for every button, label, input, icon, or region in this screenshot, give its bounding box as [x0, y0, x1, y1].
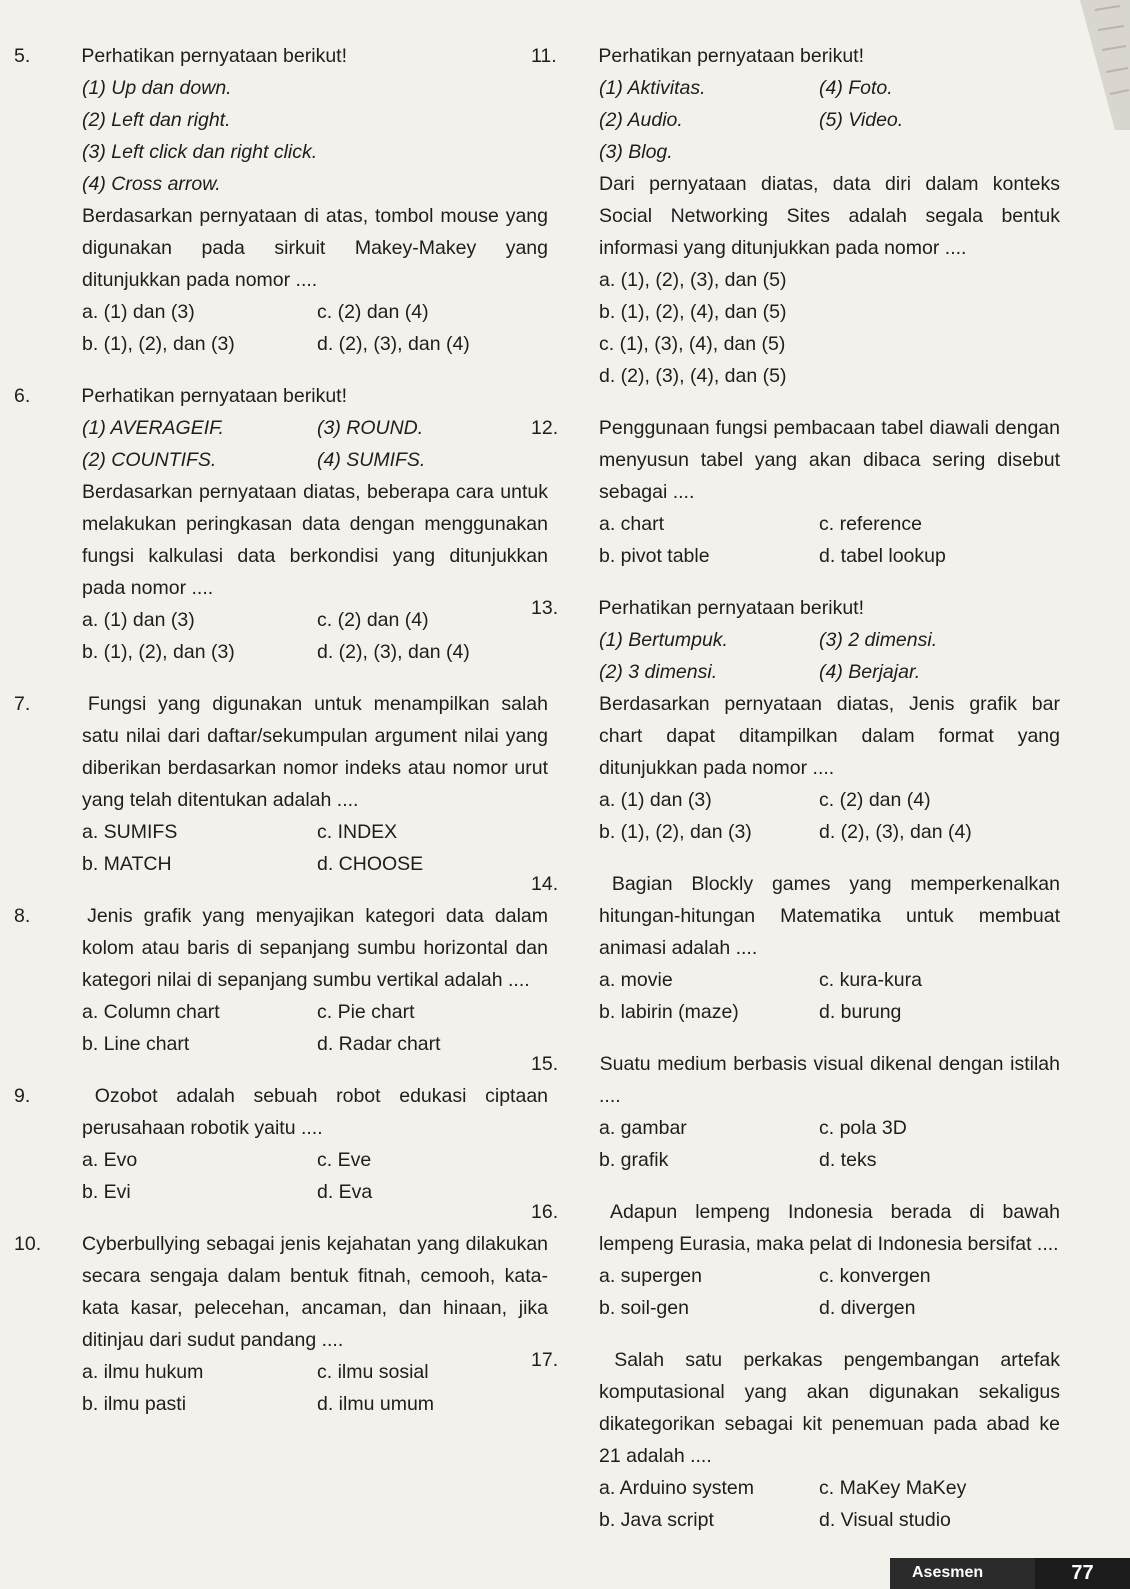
option-a[interactable]: a. supergen [599, 1265, 702, 1287]
statement-list [565, 72, 1060, 168]
question-number: 15. [531, 1053, 559, 1075]
option-c[interactable]: c. pola 3D [819, 1117, 907, 1139]
question-intro: Perhatikan pernyataan berikut! [81, 45, 348, 67]
question-intro: Perhatikan pernyataan berikut! [598, 597, 865, 619]
answer-options [48, 1144, 548, 1208]
option-a[interactable]: a. chart [599, 513, 665, 535]
option-c[interactable]: c. Pie chart [317, 1001, 415, 1023]
option-d[interactable]: d. divergen [819, 1297, 916, 1319]
page-number: 77 [1035, 1558, 1130, 1589]
statement-item: (3) ROUND. [317, 417, 424, 439]
question-number: 14. [531, 873, 559, 895]
option-d[interactable]: d. (2), (3), (4), dan (5) [599, 365, 787, 387]
answer-options [565, 1472, 1060, 1536]
option-d[interactable]: d. ilmu umum [317, 1393, 435, 1415]
option-a[interactable]: a. (1) dan (3) [599, 789, 712, 811]
question-stem: Berdasarkan pernyataan diatas, beberapa cara untuk melakukan peringkasan data dengan menggunakan fungsi kalkulasi data berkondisi yang ditunjukkan pada nomor .... [82, 481, 548, 599]
question-11 [531, 40, 1060, 392]
option-a[interactable]: a. Evo [82, 1149, 138, 1171]
option-b[interactable]: b. Evi [82, 1181, 131, 1203]
statement-item: (5) Video. [819, 109, 904, 131]
answer-options [565, 1260, 1060, 1324]
question-number: 16. [531, 1201, 559, 1223]
option-b[interactable]: b. (1), (2), dan (3) [82, 333, 235, 355]
option-b[interactable]: b. Line chart [82, 1033, 190, 1055]
question-12 [531, 412, 1060, 572]
page-corner-decoration [1060, 0, 1130, 130]
question-number: 17. [531, 1349, 559, 1371]
statement-list [48, 72, 548, 200]
answer-options [565, 508, 1060, 572]
page-footer [890, 1558, 1130, 1589]
right-column [531, 40, 1060, 1556]
option-d[interactable]: d. teks [819, 1149, 877, 1171]
question-14 [531, 868, 1060, 1028]
question-16 [531, 1196, 1060, 1324]
option-c[interactable]: c. (1), (3), (4), dan (5) [599, 333, 786, 355]
option-c[interactable]: c. konvergen [819, 1265, 931, 1287]
statement-item: (1) AVERAGEIF. [82, 417, 224, 439]
statement-item: (2) Audio. [599, 109, 683, 131]
statement-item: (3) 2 dimensi. [819, 629, 938, 651]
option-c[interactable]: c. kura-kura [819, 969, 922, 991]
question-stem: Adapun lempeng Indonesia berada di bawah lempeng Eurasia, maka pelat di Indonesia bersifat .... [599, 1201, 1060, 1255]
left-column [14, 40, 549, 1440]
option-c[interactable]: c. Eve [317, 1149, 372, 1171]
statement-item: (2) 3 dimensi. [599, 661, 718, 683]
question-8 [14, 900, 548, 1060]
answer-options [48, 996, 548, 1060]
option-d[interactable]: d. Eva [317, 1181, 373, 1203]
question-stem: Dari pernyataan diatas, data diri dalam konteks Social Networking Sites adalah segala bentuk informasi yang ditunjukkan pada nomor .... [599, 173, 1060, 259]
option-a[interactable]: a. (1) dan (3) [82, 301, 195, 323]
question-stem: Cyberbullying sebagai jenis kejahatan yang dilakukan secara sengaja dalam bentuk fitnah, cemooh, kata-kata kasar, pelecehan, ancaman, dan hinaan, jika ditinjau dari sudut pandang .... [82, 1233, 549, 1351]
question-7 [14, 688, 548, 880]
question-10 [14, 1228, 549, 1420]
option-a[interactable]: a. Arduino system [599, 1477, 754, 1499]
question-stem: Suatu medium berbasis visual dikenal dengan istilah .... [599, 1053, 1060, 1107]
question-number: 7. [14, 693, 31, 715]
option-c[interactable]: c. (2) dan (4) [819, 789, 931, 811]
answer-options [48, 1356, 548, 1420]
statement-item: (2) COUNTIFS. [82, 449, 217, 471]
statement-item: (3) Left click dan right click. [82, 141, 318, 163]
question-17 [531, 1344, 1060, 1536]
answer-options [48, 604, 548, 668]
option-b[interactable]: b. pivot table [599, 545, 710, 567]
option-d[interactable]: d. burung [819, 1001, 902, 1023]
question-number: 6. [14, 385, 31, 407]
option-c[interactable]: c. MaKey MaKey [819, 1477, 967, 1499]
statement-item: (1) Bertumpuk. [599, 629, 728, 651]
statement-list [48, 412, 548, 476]
question-stem: Jenis grafik yang menyajikan kategori data dalam kolom atau baris di sepanjang sumbu horizontal dan kategori nilai di sepanjang sumbu vertikal adalah .... [82, 905, 548, 991]
question-stem: Penggunaan fungsi pembacaan tabel diawali dengan menyusun tabel yang akan dibaca sering disebut sebagai .... [598, 417, 1060, 503]
option-c[interactable]: c. INDEX [317, 821, 398, 843]
option-d[interactable]: d. tabel lookup [819, 545, 946, 567]
question-15 [531, 1048, 1060, 1176]
statement-item: (2) Left dan right. [82, 109, 231, 131]
option-a[interactable]: a. (1), (2), (3), dan (5) [599, 269, 787, 291]
statement-item: (4) Foto. [819, 77, 893, 99]
option-c[interactable]: c. ilmu sosial [317, 1361, 429, 1383]
option-d[interactable]: d. CHOOSE [317, 853, 424, 875]
question-number: 9. [14, 1085, 31, 1107]
question-6 [14, 380, 548, 668]
option-d[interactable]: d. (2), (3), dan (4) [819, 821, 972, 843]
question-number: 12. [531, 417, 559, 439]
option-b[interactable]: b. labirin (maze) [599, 1001, 739, 1023]
question-number: 10. [14, 1233, 42, 1255]
option-c[interactable]: c. (2) dan (4) [317, 301, 429, 323]
question-number: 8. [14, 905, 31, 927]
question-stem: Berdasarkan pernyataan di atas, tombol mouse yang digunakan pada sirkuit Makey-Makey yang ditunjukkan pada nomor .... [82, 205, 548, 291]
option-a[interactable]: a. movie [599, 969, 673, 991]
statement-item: (3) Blog. [599, 141, 673, 163]
footer-label: Asesmen [912, 1564, 984, 1581]
statement-list [565, 624, 1060, 688]
answer-options [565, 784, 1060, 848]
option-a[interactable]: a. SUMIFS [82, 821, 178, 843]
option-d[interactable]: d. Radar chart [317, 1033, 441, 1055]
statement-item [819, 136, 1039, 168]
answer-options [565, 964, 1060, 1028]
answer-options [565, 1112, 1060, 1176]
option-b[interactable]: b. (1), (2), (4), dan (5) [599, 301, 787, 323]
option-d[interactable]: d. (2), (3), dan (4) [317, 641, 470, 663]
question-9 [14, 1080, 549, 1208]
option-c[interactable]: c. (2) dan (4) [317, 609, 429, 631]
question-stem: Ozobot adalah sebuah robot edukasi ciptaan perusahaan robotik yaitu .... [82, 1085, 549, 1139]
statement-item: (4) Berjajar. [819, 661, 921, 683]
option-b[interactable]: b. ilmu pasti [82, 1393, 187, 1415]
statement-item: (1) Aktivitas. [599, 77, 706, 99]
option-b[interactable]: b. grafik [599, 1149, 669, 1171]
option-b[interactable]: b. soil-gen [599, 1297, 689, 1319]
question-13 [531, 592, 1060, 848]
question-intro: Perhatikan pernyataan berikut! [598, 45, 865, 67]
option-a[interactable]: a. ilmu hukum [82, 1361, 204, 1383]
question-stem: Bagian Blockly games yang memperkenalkan hitungan-hitungan Matematika untuk membuat animasi adalah .... [599, 873, 1060, 959]
option-d[interactable]: d. Visual studio [819, 1509, 951, 1531]
statement-item: (1) Up dan down. [82, 77, 232, 99]
question-stem: Salah satu perkakas pengembangan artefak komputasional yang akan digunakan sekaligus dikategorikan sebagai kit penemuan pada abad ke 21 adalah .... [599, 1349, 1060, 1467]
question-intro: Perhatikan pernyataan berikut! [81, 385, 348, 407]
answer-options [48, 816, 548, 880]
option-b[interactable]: b. (1), (2), dan (3) [599, 821, 752, 843]
option-a[interactable]: a. gambar [599, 1117, 687, 1139]
option-a[interactable]: a. (1) dan (3) [82, 609, 195, 631]
option-c[interactable]: c. reference [819, 513, 922, 535]
question-stem: Berdasarkan pernyataan diatas, Jenis grafik bar chart dapat ditampilkan dalam format yang ditunjukkan pada nomor .... [599, 693, 1060, 779]
question-5 [14, 40, 548, 360]
answer-options [48, 296, 548, 360]
option-a[interactable]: a. Column chart [82, 1001, 220, 1023]
question-stem: Fungsi yang digunakan untuk menampilkan salah satu nilai dari daftar/sekumpulan argument nilai yang diberikan berdasarkan nomor indeks atau nomor urut yang telah ditentukan adalah .... [82, 693, 548, 811]
option-b[interactable]: b. MATCH [82, 853, 172, 875]
question-number: 11. [531, 45, 557, 67]
option-b[interactable]: b. (1), (2), dan (3) [82, 641, 235, 663]
question-number: 5. [14, 45, 31, 67]
statement-item: (4) SUMIFS. [317, 449, 426, 471]
answer-options [565, 264, 1060, 392]
question-number: 13. [531, 597, 559, 619]
option-b[interactable]: b. Java script [599, 1509, 714, 1531]
option-d[interactable]: d. (2), (3), dan (4) [317, 333, 470, 355]
statement-item: (4) Cross arrow. [82, 173, 221, 195]
